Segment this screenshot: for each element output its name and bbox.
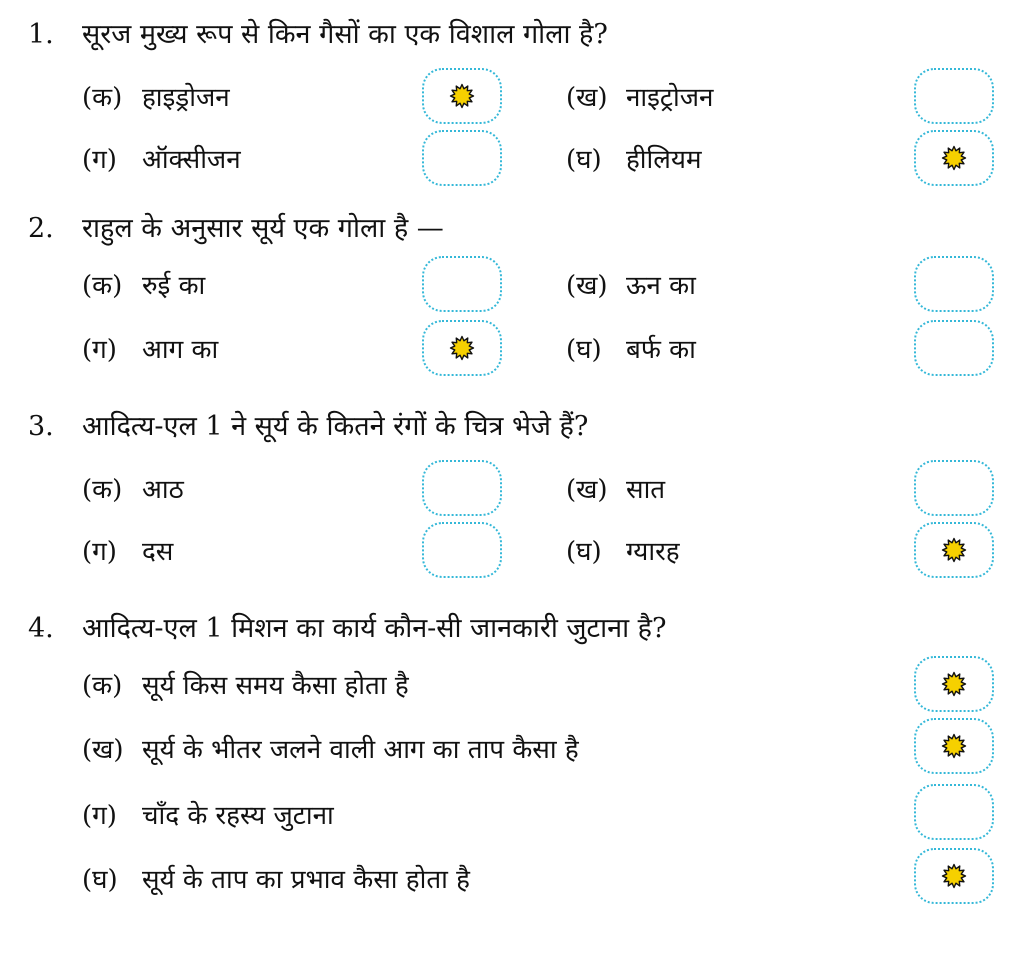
option-text: सात xyxy=(626,475,666,505)
sun-star-icon xyxy=(941,733,967,759)
answer-box[interactable] xyxy=(422,460,502,516)
sun-star-shape xyxy=(451,85,474,108)
sun-star-icon xyxy=(941,863,967,889)
option-ga xyxy=(82,800,334,832)
option-label: (क) xyxy=(82,671,123,701)
option-ga xyxy=(82,144,241,176)
option-text: रुई का xyxy=(142,271,206,301)
option-text: चाँद के रहस्य जुटाना xyxy=(142,801,334,831)
option-ga xyxy=(82,334,218,366)
option-gha xyxy=(82,864,470,896)
option-gha xyxy=(566,334,696,366)
option-text: ऑक्सीजन xyxy=(142,145,241,175)
question-text: आदित्य-एल 1 ने सूर्य के कितने रंगों के चित्र भेजे हैं? xyxy=(82,411,589,442)
option-label: (घ) xyxy=(566,537,602,567)
sun-star-icon xyxy=(449,335,475,361)
option-text: हाइड्रोजन xyxy=(142,83,230,113)
option-label: (ग) xyxy=(82,801,117,831)
option-text: सूर्य के भीतर जलने वाली आग का ताप कैसा है xyxy=(142,735,579,765)
option-kha xyxy=(566,474,665,506)
option-ka xyxy=(82,474,184,506)
option-text: ग्यारह xyxy=(626,537,680,567)
option-label: (घ) xyxy=(82,865,118,895)
answer-box[interactable] xyxy=(914,130,994,186)
option-text: सूर्य किस समय कैसा होता है xyxy=(142,671,409,701)
option-label: (ख) xyxy=(566,271,608,301)
option-label: (ख) xyxy=(566,475,608,505)
answer-box[interactable] xyxy=(914,522,994,578)
option-label: (ग) xyxy=(82,537,117,567)
sun-star-icon xyxy=(941,145,967,171)
answer-box[interactable] xyxy=(914,718,994,774)
option-ka xyxy=(82,270,205,302)
option-label: (ग) xyxy=(82,335,117,365)
option-label: (क) xyxy=(82,475,123,505)
option-text: आठ xyxy=(142,475,184,505)
answer-box[interactable] xyxy=(914,320,994,376)
option-kha xyxy=(566,270,696,302)
answer-box[interactable] xyxy=(422,256,502,312)
sun-star-shape xyxy=(943,865,966,888)
sun-star-shape xyxy=(943,735,966,758)
option-gha xyxy=(566,536,680,568)
sun-star-shape xyxy=(943,673,966,696)
answer-box[interactable] xyxy=(914,656,994,712)
sun-star-icon xyxy=(941,537,967,563)
option-text: आग का xyxy=(142,335,219,365)
answer-box[interactable] xyxy=(914,784,994,840)
answer-box[interactable] xyxy=(914,256,994,312)
option-ga xyxy=(82,536,173,568)
question-number: 2. xyxy=(28,213,54,244)
sun-star-icon xyxy=(941,671,967,697)
question-text: आदित्य-एल 1 मिशन का कार्य कौन-सी जानकारी जुटाना है? xyxy=(82,613,667,644)
option-label: (ख) xyxy=(566,83,608,113)
question-text: सूरज मुख्य रूप से किन गैसों का एक विशाल गोला है? xyxy=(82,19,608,50)
question-text: राहुल के अनुसार सूर्य एक गोला है — xyxy=(82,213,444,244)
answer-box[interactable] xyxy=(914,460,994,516)
answer-box[interactable] xyxy=(422,320,502,376)
option-label: (क) xyxy=(82,83,123,113)
option-kha xyxy=(566,82,714,114)
sun-star-shape xyxy=(943,539,966,562)
option-label: (घ) xyxy=(566,145,602,175)
option-kha xyxy=(82,734,579,766)
option-label: (घ) xyxy=(566,335,602,365)
answer-box[interactable] xyxy=(914,68,994,124)
question-number: 4. xyxy=(28,613,54,644)
option-label: (ग) xyxy=(82,145,117,175)
option-ka xyxy=(82,670,409,702)
option-text: नाइट्रोजन xyxy=(626,83,714,113)
option-text: दस xyxy=(142,537,174,567)
option-ka xyxy=(82,82,230,114)
answer-box[interactable] xyxy=(422,522,502,578)
option-text: बर्फ का xyxy=(626,335,696,365)
option-label: (ख) xyxy=(82,735,124,765)
question-number: 3. xyxy=(28,411,54,442)
option-text: ऊन का xyxy=(626,271,696,301)
sun-star-icon xyxy=(449,83,475,109)
sun-star-shape xyxy=(943,147,966,170)
sun-star-shape xyxy=(451,337,474,360)
question-number: 1. xyxy=(28,19,54,50)
answer-box[interactable] xyxy=(914,848,994,904)
option-label: (क) xyxy=(82,271,123,301)
option-gha xyxy=(566,144,702,176)
answer-box[interactable] xyxy=(422,130,502,186)
option-text: हीलियम xyxy=(626,145,702,175)
option-text: सूर्य के ताप का प्रभाव कैसा होता है xyxy=(142,865,470,895)
answer-box[interactable] xyxy=(422,68,502,124)
